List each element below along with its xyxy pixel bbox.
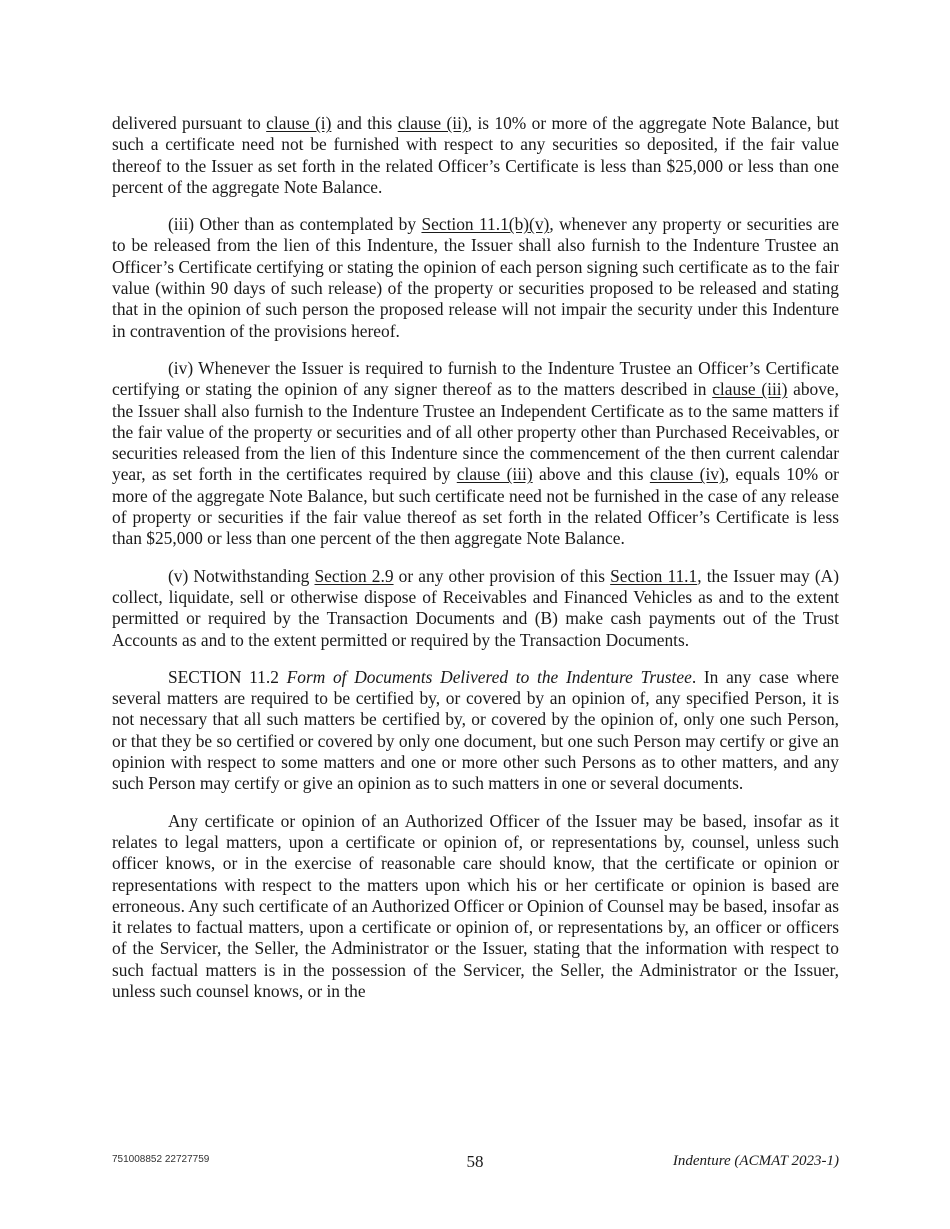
paragraph — [112, 811, 839, 1003]
paragraph — [112, 667, 839, 795]
footer-document-id: 751008852 22727759 — [112, 1154, 210, 1165]
footer-document-title: Indenture (ACMAT 2023-1) — [672, 1153, 839, 1169]
text-run: delivered pursuant to — [112, 113, 267, 133]
text-run: , equals 10% or more of the aggregate Note Balance, but such certificate need not be furnished in the case of any release of property or securities if the fair value thereof as set forth in the related Officer’s Certificate is less than $25,000 or less than one percent of the then aggregate Note Balance. — [112, 464, 839, 549]
text-run: and this — [331, 113, 398, 133]
cross-reference: Section 2.9 — [314, 565, 394, 586]
text-run: above and this — [532, 464, 650, 485]
text-run: or any other provision of this — [393, 565, 611, 586]
paragraph — [112, 358, 839, 550]
text-run: above, the Issuer shall also furnish to the Indenture Trustee an Independent Certificate as to the same matters if the fair value of the property or securities and of all other property other than Purchased Receivables, or securities released from the lien of this Indenture since the commencement of the then current calendar year, as set forth in the certificates required by — [112, 379, 839, 485]
footer-page-number: 58 — [466, 1152, 484, 1171]
text-run: (iii) Other than as contemplated by — [168, 214, 422, 235]
body-text — [112, 113, 839, 1018]
cross-reference: clause (iii) — [712, 379, 788, 400]
cross-reference: Section 11.1 — [610, 565, 698, 586]
text-run: (iv) Whenever the Issuer is required to furnish to the Indenture Trustee an Officer’s Certificate certifying or stating the opinion of any signer thereof as to the matters described in — [112, 357, 839, 400]
cross-reference: clause (iv) — [649, 464, 725, 485]
text-run: . In any case where several matters are required to be certified by, or covered by an opinion of, any specified Person, it is not necessary that all such matters be certified by, or covered by the opinion of, only one such Person, or that they be so certified or covered by only one document, but one such Person may certify or give an opinion with respect to some matters and one or more other such Persons as to other matters, and any such Person may certify or give an opinion as to such matters in one or several documents. — [112, 666, 839, 794]
text-run: , the Issuer may (A) collect, liquidate, sell or otherwise dispose of Receivables and Financed Vehicles as and to the extent permitted or required by the Transaction Documents and (B) make cash payments out of the Trust Accounts as and to the extent permitted or required by the Transaction Documents. — [112, 565, 839, 650]
text-run: , is 10% or more of the aggregate Note Balance, but such a certificate need not be furnished with respect to any securities so deposited, if the fair value thereof to the Issuer as set forth in the related Officer’s Certificate is less than $25,000 or less than one percent of the aggregate Note Balance. — [112, 113, 839, 197]
text-run: Any certificate or opinion of an Authorized Officer of the Issuer may be based, insofar as it relates to legal matters, upon a certificate or opinion of, or representations by, counsel, unless such officer knows, or in the exercise of reasonable care should know, that the certificate or opinion or representations with respect to the matters upon which his or her certificate or opinion is based are erroneous. Any such certificate of an Authorized Officer or Opinion of Counsel may be based, insofar as it relates to factual matters, upon a certificate or opinion of, or representations by, an officer or officers of the Servicer, the Seller, the Administrator or the Issuer, stating that the information with respect to such factual matters is in the possession of the Servicer, the Seller, the Administrator or the Issuer, unless such counsel knows, or in the — [112, 810, 839, 1001]
cross-reference: clause (ii) — [397, 113, 468, 133]
paragraph — [112, 566, 839, 651]
cross-reference: clause (i) — [266, 113, 332, 133]
text-run: (v) Notwithstanding — [168, 565, 315, 586]
paragraph — [112, 113, 839, 198]
paragraph — [112, 214, 839, 342]
section-heading-title: Form of Documents Delivered to the Indenture Trustee — [286, 666, 692, 687]
text-run: SECTION 11.2 — [168, 666, 287, 687]
text-run: , whenever any property or securities are to be released from the lien of this Indenture, the Issuer shall also furnish to the Indenture Trustee an Officer’s Certificate certifying or stating the opinion of each person signing such certificate as to the fair value (within 90 days of such release) of the property or securities proposed to be released and stating that in the opinion of such person the proposed release will not impair the security under this Indenture in contravention of the provisions hereof. — [112, 214, 839, 341]
cross-reference: clause (iii) — [456, 464, 533, 485]
cross-reference: Section 11.1(b)(v) — [421, 214, 550, 235]
